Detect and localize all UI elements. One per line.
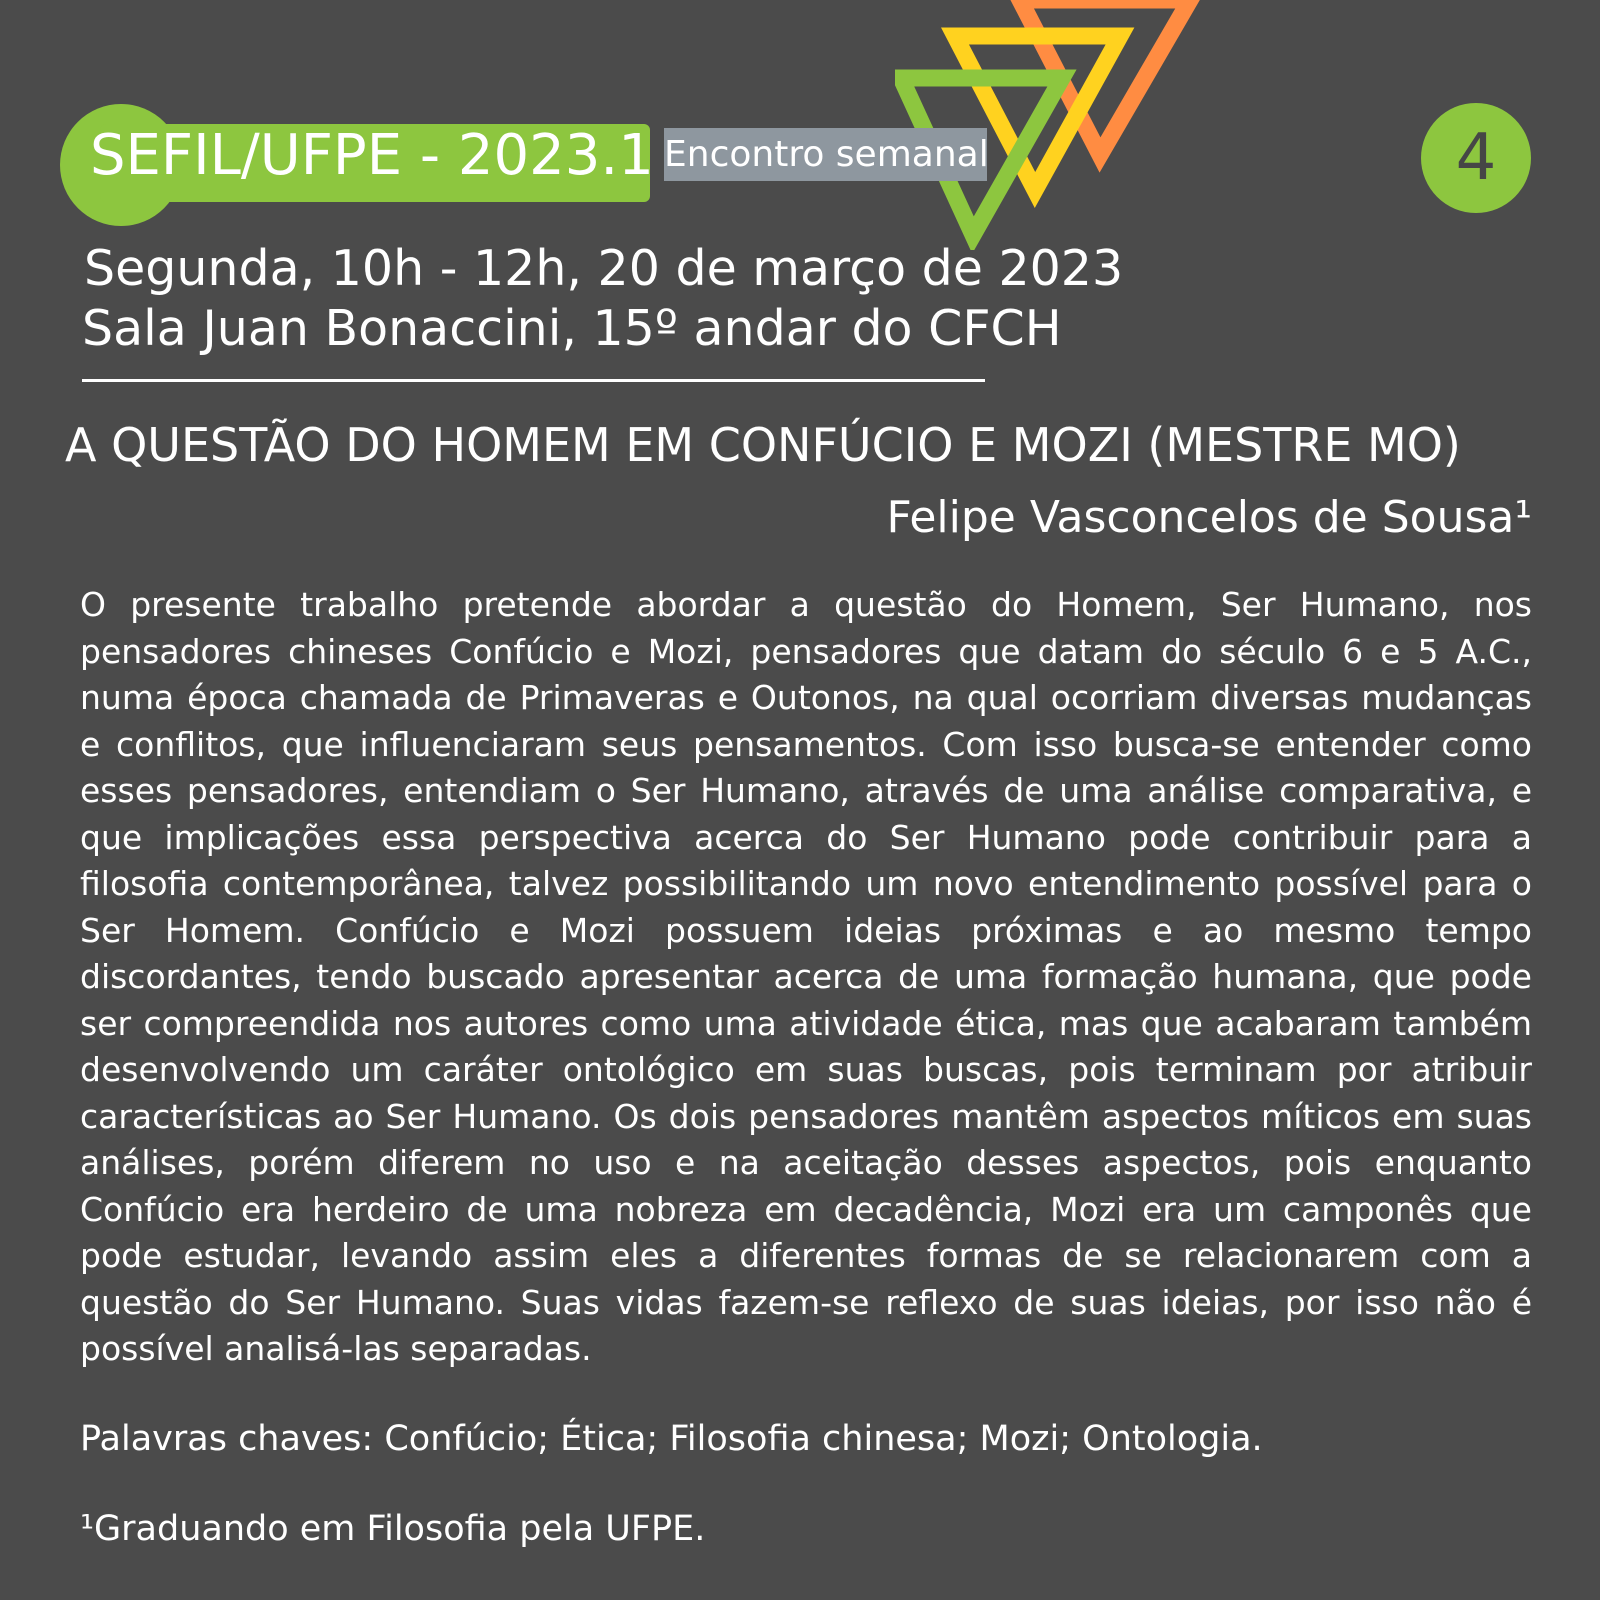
event-location: Sala Juan Bonaccini, 15º andar do CFCH xyxy=(82,300,1062,357)
divider xyxy=(82,379,985,382)
talk-title: A QUESTÃO DO HOMEM EM CONFÚCIO E MOZI (MESTRE MO) xyxy=(65,418,1461,472)
event-datetime: Segunda, 10h - 12h, 20 de março de 2023 xyxy=(84,240,1124,297)
talk-abstract: O presente trabalho pretende abordar a questão do Homem, Ser Humano, nos pensadores chineses Confúcio e Mozi, pensadores que datam do século 6 e 5 A.C., numa época chamada de Primaveras e Outonos, na qual ocorriam diversas mudanças e conflitos, que influenciaram seus pensamentos. Com isso busca-se entender como esses pensadores, entendiam o Ser Humano, através de uma análise comparativa, e que implicações essa perspectiva acerca do Ser Humano pode contribuir para a filosofia contemporânea, talvez possibilitando um novo entendimento possível para o Ser Homem. Confúcio e Mozi possuem ideias próximas e ao mesmo tempo discordantes, tendo buscado apresentar acerca de uma formação humana, que pode ser compreendida nos autores como uma atividade ética, mas que acabaram também desenvolvendo um caráter ontológico em suas buscas, pois terminam por atribuir características ao Ser Humano. Os dois pensadores mantêm aspectos míticos em suas análises, porém diferem no uso e na aceitação desses aspectos, pois enquanto Confúcio era herdeiro de uma nobreza em decadência, Mozi era um camponês que pode estudar, levando assim eles a diferentes formas de se relacionarem com a questão do Ser Humano. Suas vidas fazem-se reflexo de suas ideias, por isso não é possível analisá-las separadas. xyxy=(80,585,1532,1368)
triangles-logo xyxy=(895,0,1215,250)
author-footnote: ¹Graduando em Filosofia pela UFPE. xyxy=(80,1509,706,1549)
talk-author: Felipe Vasconcelos de Sousa¹ xyxy=(886,492,1532,543)
series-title: SEFIL/UFPE - 2023.1 xyxy=(90,123,654,188)
talk-keywords: Palavras chaves: Confúcio; Ética; Filosofia chinesa; Mozi; Ontologia. xyxy=(80,1419,1263,1459)
session-number-badge: 4 xyxy=(1421,103,1531,213)
meeting-tag: Encontro semanal xyxy=(664,128,987,181)
